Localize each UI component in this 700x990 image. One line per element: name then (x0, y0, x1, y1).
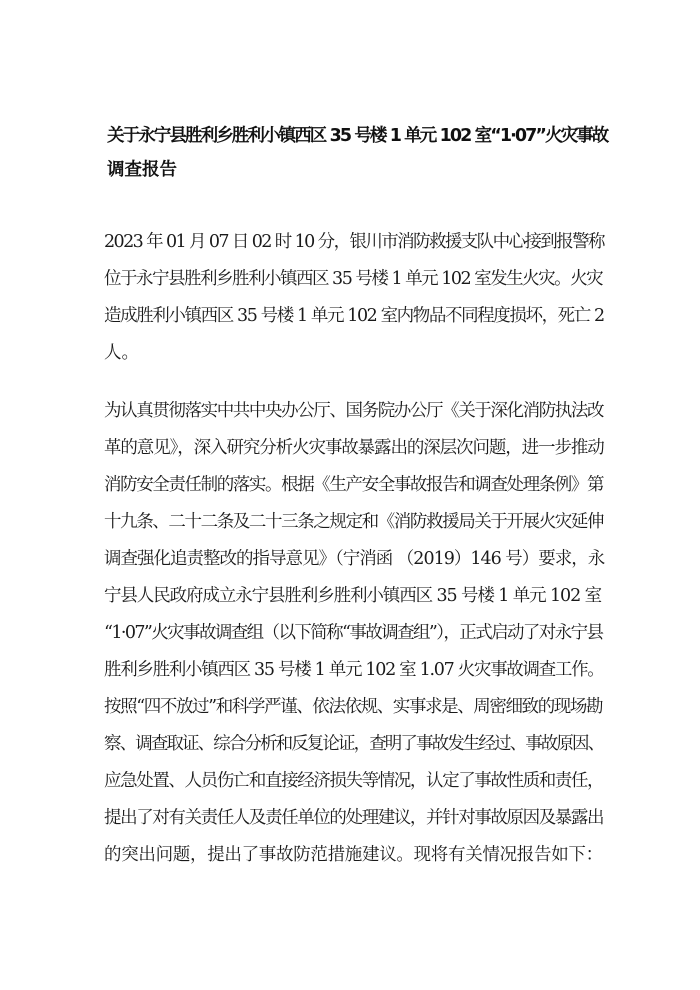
paragraph-line: 十九条、二十二条及二十三条之规定和《消防救援局关于开展火灾延伸 (104, 512, 604, 532)
paragraph-line: 革的意见》，深入研究分析火灾事故暴露出的深层次问题，进一步推动 (104, 438, 604, 458)
paragraph-line: 消防安全责任制的落实。根据《生产安全事故报告和调查处理条例》第 (104, 475, 604, 495)
paragraph-line: 位于永宁县胜利乡胜利小镇西区 35 号楼 1 单元 102 室发生火灾。火灾 (104, 269, 603, 289)
report-title (107, 119, 607, 187)
paragraph-line: 胜利乡胜利小镇西区 35 号楼 1 单元 102 室 1.07 火灾事故调查工作。 (104, 660, 604, 680)
paragraph-line: 造成胜利小镇西区 35 号楼 1 单元 102 室内物品不同程度损坏，死亡 2 (104, 306, 604, 326)
paragraph-line: 2023 年 01 月 07 日 02 时 10 分，银川市消防救援支队中心接到报警称 (104, 232, 604, 252)
paragraph-line: 的突出问题，提出了事故防范措施建议。现将有关情况报告如下： (104, 845, 603, 865)
title-line: 关于永宁县胜利乡胜利小镇西区 35 号楼 1 单元 102 室“1·07”火灾事故 (107, 126, 608, 146)
paragraph-line: 为认真贯彻落实中共中央办公厅、国务院办公厅《关于深化消防执法改 (104, 401, 604, 421)
paragraph-line: 宁县人民政府成立永宁县胜利乡胜利小镇西区 35 号楼 1 单元 102 室 (104, 586, 601, 606)
paragraph-line: 人。 (104, 343, 139, 363)
paragraph-line: 调查强化追责整改的指导意见》（宁消函 （2019）146 号）要求，永 (104, 549, 605, 569)
paragraph-line: “1·07”火灾事故调查组（以下简称“事故调查组”），正式启动了对永宁县 (104, 623, 603, 643)
paragraph-investigation-basis (104, 393, 604, 874)
paragraph-incident-summary (104, 224, 604, 372)
paragraph-line: 提出了对有关责任人及责任单位的处理建议，并针对事故原因及暴露出 (104, 808, 604, 828)
paragraph-line: 按照“四不放过”和科学严谨、依法依规、实事求是、周密细致的现场勘 (104, 697, 603, 717)
paragraph-line: 应急处置、人员伤亡和直接经济损失等情况，认定了事故性质和责任， (104, 771, 604, 791)
title-line: 调查报告 (107, 160, 177, 180)
paragraph-line: 察、调查取证、综合分析和反复论证，查明了事故发生经过、事故原因、 (104, 734, 604, 754)
